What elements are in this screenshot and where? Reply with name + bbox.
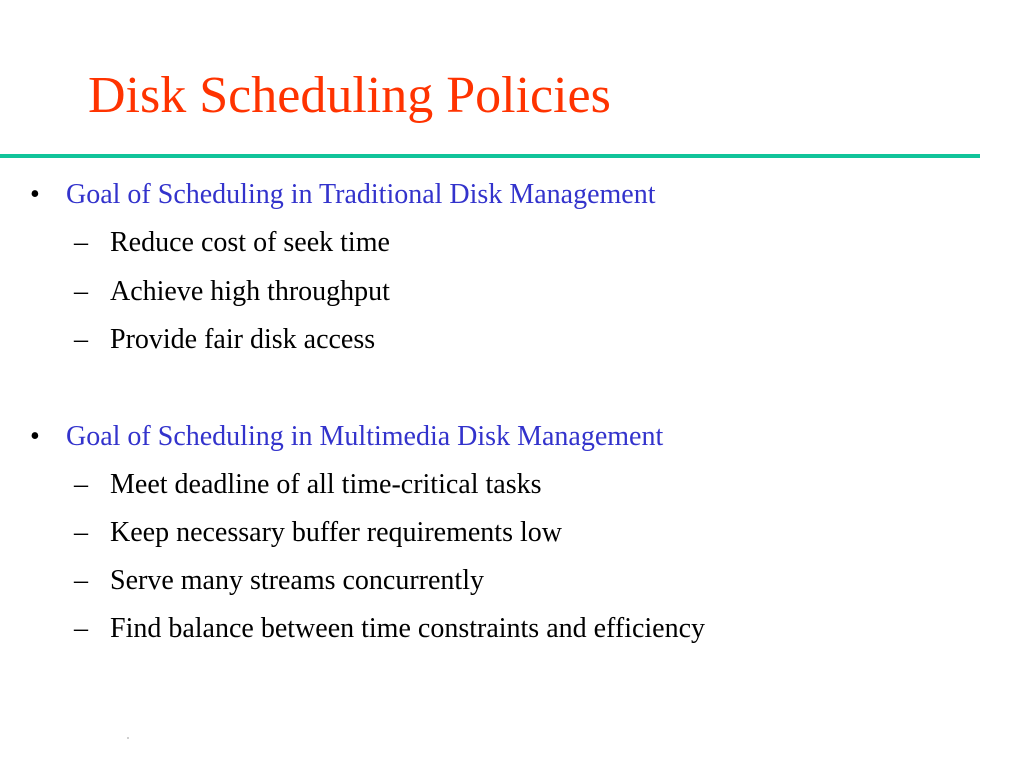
list-item-text: Keep necessary buffer requirements low [110,517,562,548]
list-item-text: Meet deadline of all time-critical tasks [110,469,542,500]
slide-title: Disk Scheduling Policies [88,67,611,124]
dash-marker: – [74,517,88,548]
section-heading-text: Goal of Scheduling in Multimedia Disk Management [66,421,664,452]
dash-marker: – [74,227,88,258]
list-item-text: Achieve high throughput [110,276,390,307]
bullet-marker: • [30,179,40,210]
title-divider [0,154,980,158]
list-item-text: Find balance between time constraints and efficiency [110,613,706,644]
dash-marker: – [74,324,88,355]
list-item-text: Provide fair disk access [110,324,376,355]
dash-marker: – [74,276,88,307]
section-heading-text: Goal of Scheduling in Traditional Disk Management [66,179,656,210]
list-item-text: Serve many streams concurrently [110,565,484,596]
bullet-marker: • [30,421,40,452]
dash-marker: – [74,469,88,500]
dash-marker: – [74,613,88,644]
dash-marker: – [74,565,88,596]
list-item-text: Reduce cost of seek time [110,227,390,258]
footer-speck [127,737,129,739]
